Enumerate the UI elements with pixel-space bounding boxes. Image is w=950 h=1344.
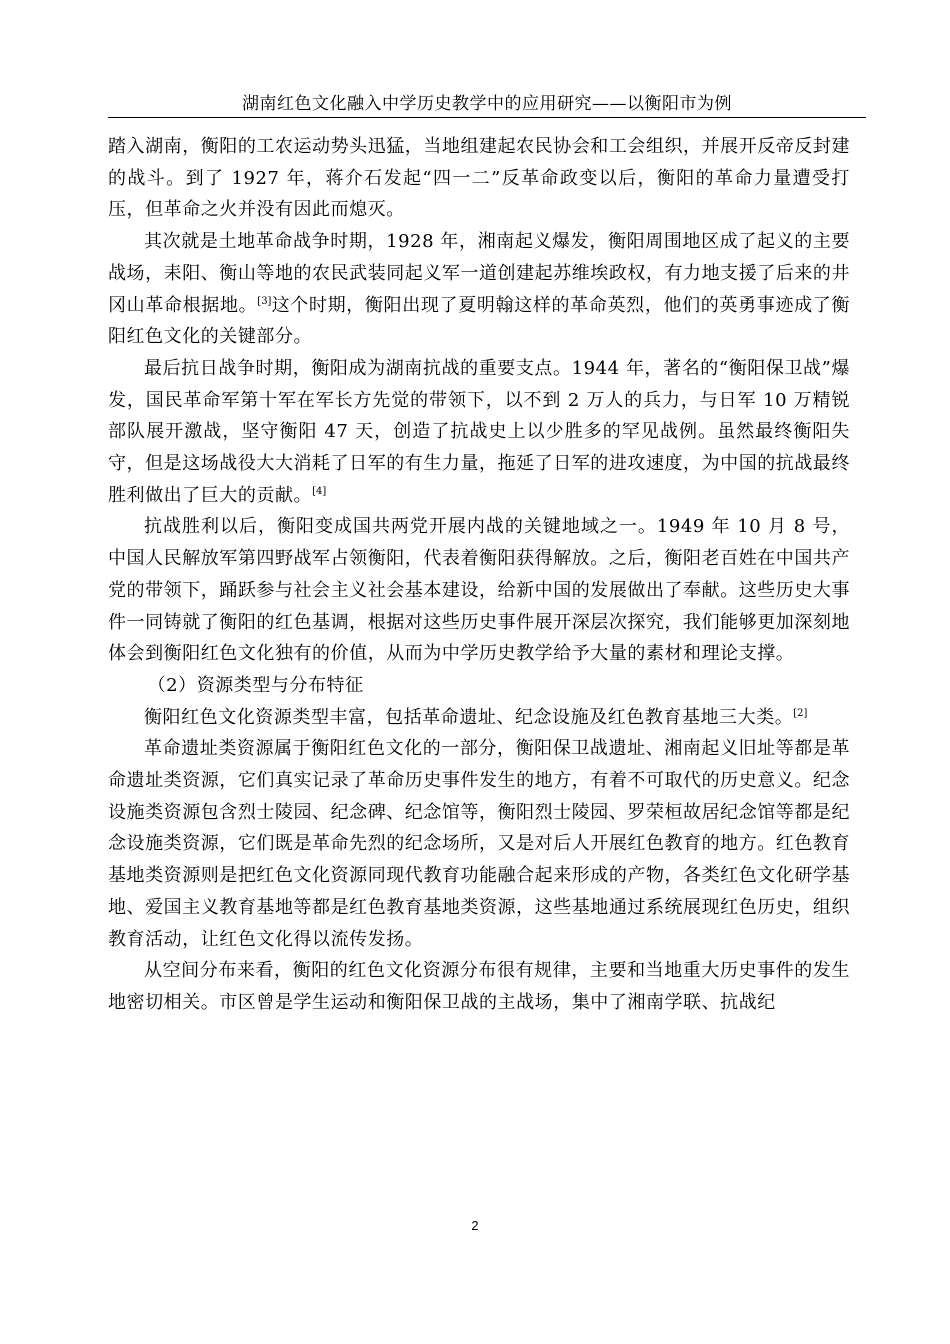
header-rule bbox=[108, 117, 866, 118]
paragraph-text: 衡阳红色文化资源类型丰富，包括革命遗址、纪念设施及红色教育基地三大类。 bbox=[144, 706, 794, 728]
paragraph-liberation: 抗战胜利以后，衡阳变成国共两党开展内战的关键地域之一。1949 年 10 月 8 号，中国人民解放军第四野战军占领衡阳，代表着衡阳获得解放。之后，衡阳老百姓在中国共产党的带领下，踊跃参与社会主义社会基本建设，给新中国的发展做出了奉献。这些历史大事件一同铸就了衡阳的红色基调，根据对这些历史事件展开深层次探究，我们能够更加深刻地体会到衡阳红色文化独有的价值，从而为中学历史教学给予大量的素材和理论支撑。 bbox=[108, 516, 850, 665]
paragraph-anti-japanese-war bbox=[108, 353, 850, 512]
citation-marker: [2] bbox=[793, 707, 808, 719]
section-subheading: （2）资源类型与分布特征 bbox=[147, 674, 364, 696]
page-number: 2 bbox=[471, 1218, 479, 1233]
paragraph-land-revolution bbox=[108, 226, 850, 353]
paragraph-continued: 踏入湖南，衡阳的工农运动势头迅猛，当地组建起农民协会和工会组织，并展开反帝反封建的战斗。到了 1927 年，蒋介石发起“四一二”反革命政变以后，衡阳的革命力量遭受打压，但革命之火并没有因此而熄灭。 bbox=[108, 136, 850, 221]
paragraph-resource-details: 革命遗址类资源属于衡阳红色文化的一部分，衡阳保卫战遗址、湘南起义旧址等都是革命遗址类资源，它们真实记录了革命历史事件发生的地方，有着不可取代的历史意义。纪念设施类资源包含烈士陵园、纪念碑、纪念馆等，衡阳烈士陵园、罗荣桓故居纪念馆等都是纪念设施类资源，它们既是革命先烈的纪念场所，又是对后人开展红色教育的地方。红色教育基地类资源则是把红色文化资源同现代教育功能融合起来形成的产物，各类红色文化研学基地、爱国主义教育基地等都是红色教育基地类资源，这些基地通过系统展现红色历史，组织教育活动，让红色文化得以流传发扬。 bbox=[108, 738, 850, 950]
citation-marker: [3] bbox=[257, 295, 272, 307]
running-header: 湖南红色文化融入中学历史教学中的应用研究——以衡阳市为例 bbox=[242, 94, 732, 114]
citation-marker: [4] bbox=[312, 485, 327, 497]
document-body bbox=[108, 131, 850, 1019]
paragraph-text: 最后抗日战争时期，衡阳成为湖南抗战的重要支点。1944 年，著名的“衡阳保卫战”爆发，国民革命军第十军在军长方先觉的带领下，以不到 2 万人的兵力，与日军 10 万精锐部队展开激战，坚守衡阳 47 天，创造了抗战史上以少胜多的罕见战例。虽然最终衡阳失守，但是这场战役大大消耗了日军的有生力量，拖延了日军的进攻速度，为中国的抗战最终胜利做出了巨大的贡献。 bbox=[108, 357, 850, 506]
paragraph-text: 这个时期，衡阳出现了夏明翰这样的革命英烈，他们的英勇事迹成了衡阳红色文化的关键部分。 bbox=[108, 294, 850, 348]
paragraph-resource-types bbox=[108, 702, 850, 734]
paragraph-spatial-distribution: 从空间分布来看，衡阳的红色文化资源分布很有规律，主要和当地重大历史事件的发生地密切相关。市区曾是学生运动和衡阳保卫战的主战场，集中了湘南学联、抗战纪 bbox=[108, 960, 850, 1013]
paragraph-text: 其次就是土地革命战争时期，1928 年，湘南起义爆发，衡阳周围地区成了起义的主要战场，耒阳、衡山等地的农民武装同起义军一道创建起苏维埃政权，有力地支援了后来的井冈山革命根据地。 bbox=[108, 231, 850, 316]
